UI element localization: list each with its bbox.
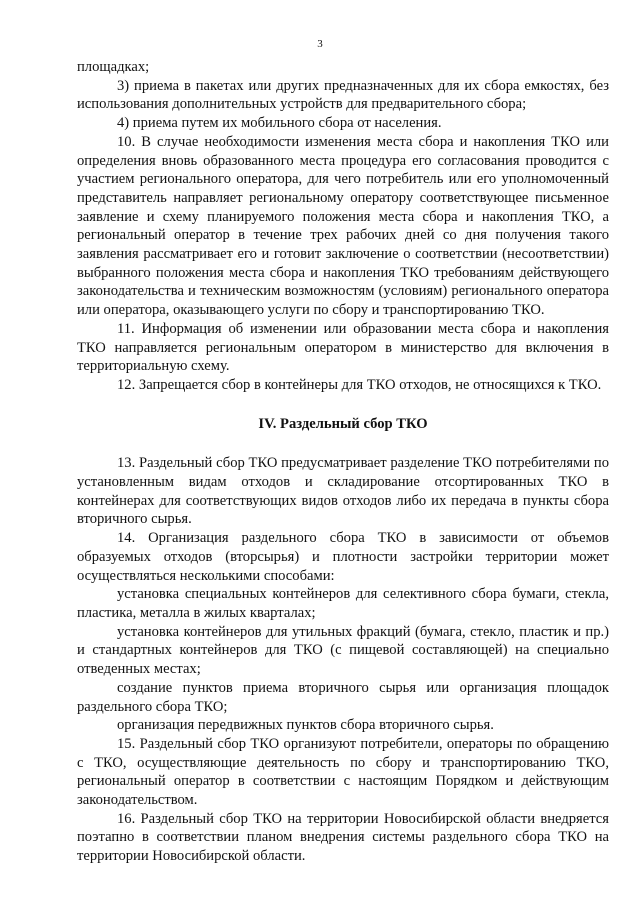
paragraph-continuation: площадках; xyxy=(77,59,150,75)
clause-12: 12. Запрещается сбор в контейнеры для ТКО отходов, не относящихся к ТКО. xyxy=(117,376,602,393)
list-item-4: 4) приема путем их мобильного сбора от населения. xyxy=(117,115,442,132)
method-item-1: установка специальных контейнеров для селективного сбора бумаги, стекла, пластика, металла в жилых кварталах; xyxy=(77,586,609,621)
section-heading: IV. Раздельный сбор ТКО xyxy=(258,415,428,432)
clause-10: 10. В случае необходимости изменения места сбора и накопления ТКО или определения вновь образованного места процедура его согласования проводится с участием регионального оператора, для чего потребитель или его уполномоченный представитель направляет региональному оператору соответствующее письменное заявление и схему планируемого положения места сбора и накопления ТКО, а региональный оператор в течение трех рабочих дней со дня получения такого заявления рассматривает его и готовит заключение о соответствии (несоответствии) выбранного положения места сбора и накопления ТКО требованиям действующего законодательства и техническим возможностям (условиям) регионального оператора или оператора, оказывающего услуги по сбору и транспортированию ТКО. xyxy=(77,133,609,319)
list-item-3: 3) приема в пакетах или других предназначенных для их сбора емкостях, без использования дополнительных устройств для предварительного сбора; xyxy=(77,77,609,113)
clause-11: 11. Информация об изменении или образовании места сбора и накопления ТКО направляется региональным оператором в министерство для включения в территориальную схему. xyxy=(77,320,609,375)
clause-15: 15. Раздельный сбор ТКО организуют потребители, операторы по обращению с ТКО, осуществляющие деятельность по сбору и транспортированию ТКО, региональный оператор в соответствии с настоящим Порядком и действующим законодательством. xyxy=(77,735,609,809)
page-number: 3 xyxy=(317,38,323,50)
clause-16: 16. Раздельный сбор ТКО на территории Новосибирской области внедряется поэтапно в соответствии планом внедрения системы раздельного сбора ТКО на территории Новосибирской области. xyxy=(77,810,609,865)
clause-13: 13. Раздельный сбор ТКО предусматривает разделение ТКО потребителями по установленным видам отходов и складирование отсортированных ТКО в контейнерах для соответствующих видов отходов либо их передача в пункты сбора вторичного сырья. xyxy=(77,455,609,528)
method-item-2: установка контейнеров для утильных фракций (бумага, стекло, пластик и пр.) и стандартных контейнеров для ТКО (с пищевой составляющей) на специально отведенных местах; xyxy=(77,623,609,678)
method-item-3: создание пунктов приема вторичного сырья или организация площадок раздельного сбора ТКО; xyxy=(77,679,609,715)
method-item-4: организация передвижных пунктов сбора вторичного сырья. xyxy=(117,717,494,734)
document-body xyxy=(77,58,609,866)
clause-14: 14. Организация раздельного сбора ТКО в зависимости от объемов образуемых отходов (вторсырья) и плотности застройки территории может осуществляться несколькими способами: xyxy=(77,530,609,584)
